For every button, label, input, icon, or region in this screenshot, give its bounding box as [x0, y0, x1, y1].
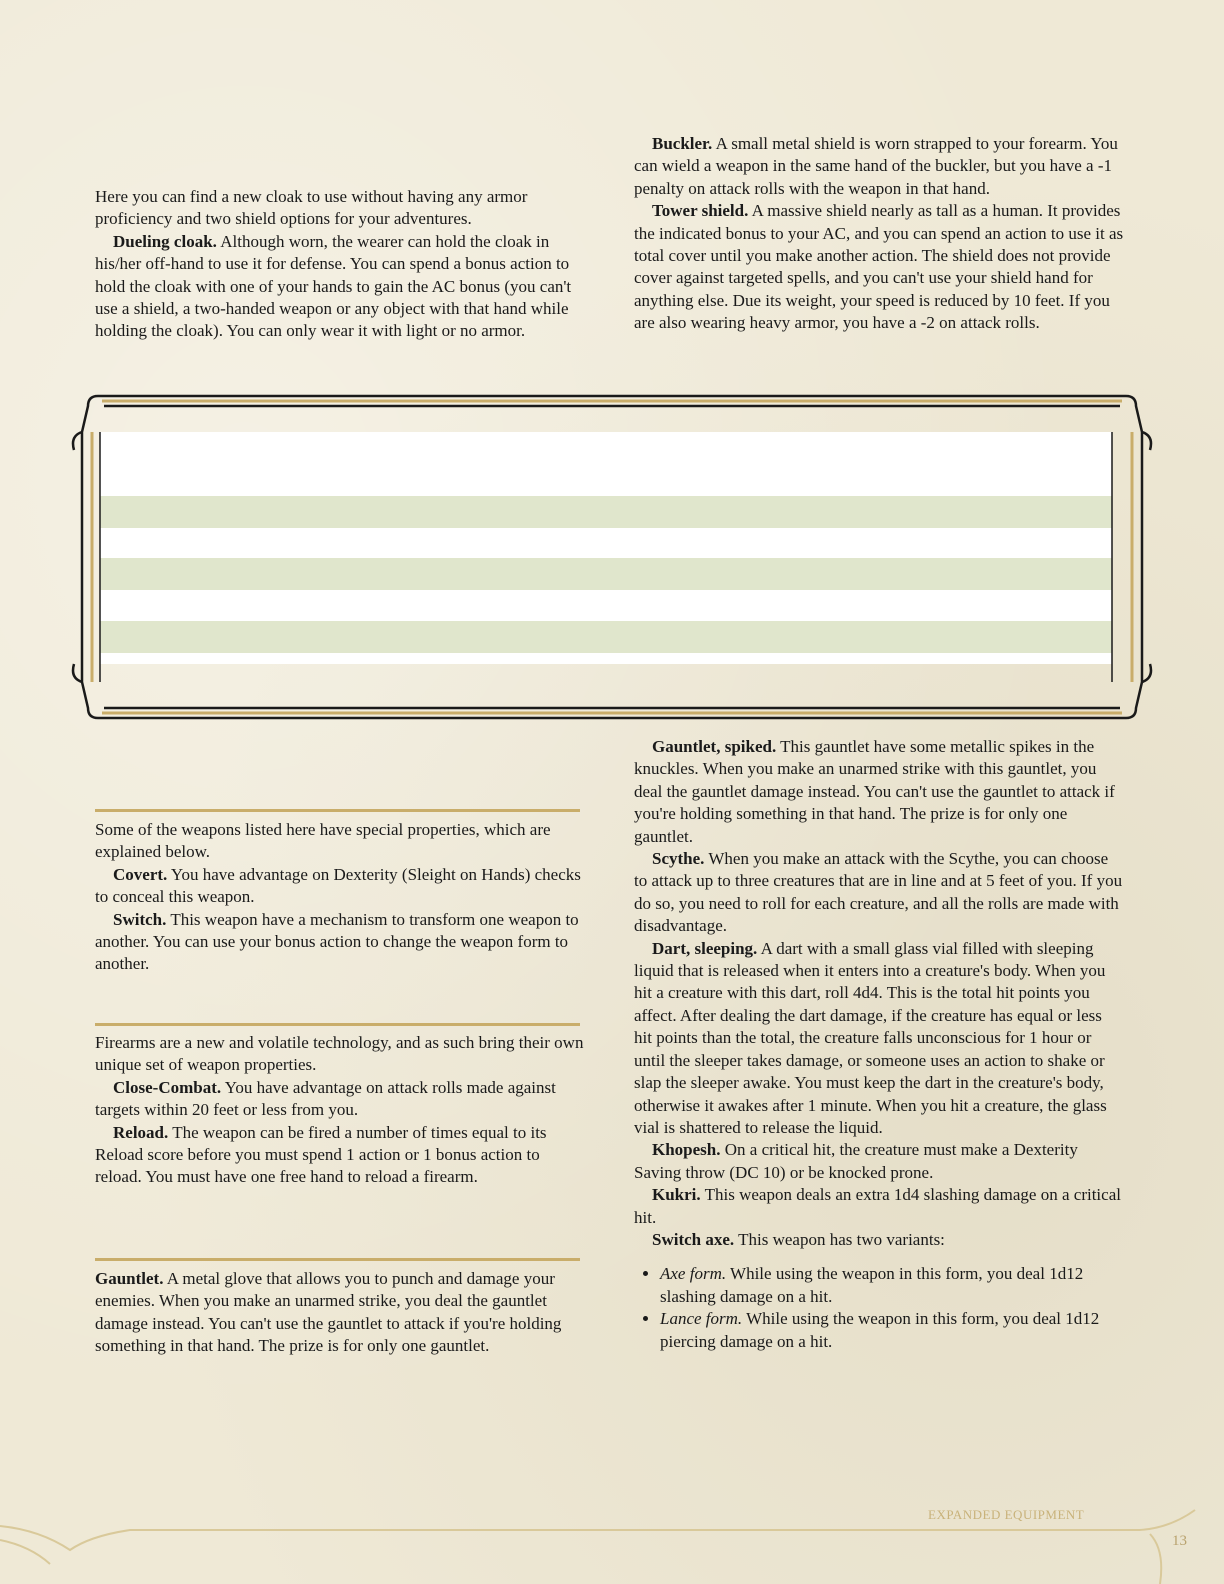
properties-intro: Some of the weapons listed here have special properties, which are explained below. [95, 820, 551, 862]
scythe-title: Scythe. [652, 849, 705, 869]
section-divider [95, 1258, 580, 1261]
cloak-section [95, 186, 585, 343]
tower-shield-title: Tower shield. [652, 201, 749, 221]
cloak-intro: Here you can find a new cloak to use without having any armor proficiency and two shield options for your adventures. [95, 187, 528, 229]
gauntlet-title: Gauntlet. [95, 1269, 164, 1288]
dueling-cloak-text: Although worn, the wearer can hold the cloak in his/her off-hand to use it for defense. You can spend a bonus action to hold the cloak with one of your hands to gain the AC bonus (you can't use a shield, a two-handed weapon or any object with that hand while holding the cloak). You can only wear it with light or no armor. [95, 231, 572, 341]
close-combat-paragraph [95, 1077, 585, 1122]
dueling-cloak-title: Dueling cloak. [113, 231, 217, 251]
gauntlet-paragraph [95, 1268, 585, 1358]
reload-text: The weapon can be fired a number of times equal to its Reload score before you must spend 1 action or 1 bonus action to reload. You must have one free hand to reload a firearm. [95, 1122, 547, 1187]
switch-axe-text: This weapon has two variants: [734, 1229, 945, 1249]
close-combat-title: Close-Combat. [113, 1077, 222, 1097]
firearms-intro: Firearms are a new and volatile technology, and as such bring their own unique set of weapon properties. [95, 1033, 584, 1075]
khopesh-paragraph [634, 1139, 1124, 1184]
shields-section [634, 133, 1124, 335]
footer-section-title: EXPANDED EQUIPMENT [928, 1507, 1085, 1522]
tower-shield-text: A massive shield nearly as tall as a human. It provides the indicated bonus to your AC, and you can spend an action to use it as total cover until you make another action. The shield does not provide cover against targeted spells, and you can't use your shield hand for anything else. Due its weight, your speed is reduced by 10 feet. If you are also wearing heavy armor, you have a -2 on attack rolls. [634, 201, 1124, 333]
tower-shield-paragraph [634, 200, 1124, 334]
list-item [660, 1263, 1124, 1308]
switch-text: This weapon have a mechanism to transform one weapon to another. You can use your bonus action to change the weapon form to another. [95, 909, 579, 974]
switch-paragraph [95, 909, 585, 976]
khopesh-title: Khopesh. [652, 1140, 721, 1160]
scythe-paragraph [634, 848, 1124, 938]
scythe-text: When you make an attack with the Scythe, you can choose to attack up to three creatures that are in line and at 5 feet of you. If you do so, you need to roll for each creature, and all the rolls are made with disadvantage. [634, 849, 1123, 936]
buckler-title: Buckler. [652, 134, 713, 153]
switch-axe-paragraph [634, 1229, 1124, 1251]
gauntlet-section [95, 1268, 585, 1358]
kukri-paragraph [634, 1184, 1124, 1229]
covert-text: You have advantage on Dexterity (Sleight on Hands) checks to conceal this weapon. [95, 864, 581, 907]
table-frame-border [70, 392, 1154, 722]
khopesh-text: On a critical hit, the creature must make a Dexterity Saving throw (DC 10) or be knocked prone. [634, 1140, 1078, 1182]
buckler-paragraph [634, 133, 1124, 200]
lance-form-title: Lance form. [660, 1309, 743, 1329]
spiked-gauntlet-text: This gauntlet have some metallic spikes in the knuckles. When you make an unarmed strike with this gauntlet, you deal the gauntlet damage instead. You can't use the gauntlet to attack if you're holding something in that hand. The prize is for only one gauntlet. [634, 737, 1115, 846]
dueling-cloak-paragraph [95, 231, 585, 343]
switch-title: Switch. [113, 909, 167, 929]
list-item [660, 1308, 1124, 1353]
sleeping-dart-text: A dart with a small glass vial filled with sleeping liquid that is released when it enters into a creature's body. When you hit a creature with this dart, roll 4d4. This is the total hit points you affect. After dealing the dart damage, if the creature has equal or less hit points than the total, the creature falls unconscious for 1 hour or until the sleeper takes damage, or someone uses an action to shake or slap the sleeper awake. You must keep the dart in the creature's body, otherwise it awakes after 1 minute. When you hit a creature, the glass vial is shattered to release the liquid. [634, 938, 1107, 1137]
section-divider [95, 809, 580, 812]
axe-form-title: Axe form. [660, 1264, 727, 1284]
sleeping-dart-paragraph [634, 938, 1124, 1140]
kukri-text: This weapon deals an extra 1d4 slashing damage on a critical hit. [634, 1185, 1121, 1227]
close-combat-text: You have advantage on attack rolls made against targets within 20 feet or less from you. [95, 1077, 556, 1120]
lance-form-text: While using the weapon in this form, you deal 1d12 piercing damage on a hit. [660, 1309, 1100, 1351]
buckler-text: A small metal shield is worn strapped to your forearm. You can wield a weapon in the same hand of the buckler, but you have a -1 penalty on attack rolls with the weapon in that hand. [634, 134, 1118, 198]
reload-paragraph [95, 1122, 585, 1189]
switch-axe-title: Switch axe. [652, 1229, 735, 1249]
axe-form-text: While using the weapon in this form, you deal 1d12 slashing damage on a hit. [660, 1264, 1084, 1306]
spiked-gauntlet-paragraph [634, 736, 1124, 848]
switch-axe-variants-list [634, 1263, 1124, 1353]
covert-paragraph [95, 864, 585, 909]
page-number: 13 [1172, 1533, 1187, 1549]
gauntlet-text: A metal glove that allows you to punch and damage your enemies. When you make an unarmed strike, you deal the gauntlet damage instead. You can't use the gauntlet to attack if you're holding something in that hand. The prize is for only one gauntlet. [95, 1269, 562, 1356]
properties-section [95, 819, 585, 976]
kukri-title: Kukri. [652, 1185, 701, 1205]
covert-title: Covert. [113, 864, 168, 884]
section-divider [95, 1023, 580, 1026]
reload-title: Reload. [113, 1122, 169, 1142]
weapons-section [634, 736, 1124, 1353]
spiked-gauntlet-title: Gauntlet, spiked. [652, 737, 777, 756]
sleeping-dart-title: Dart, sleeping. [652, 938, 758, 958]
firearms-section [95, 1032, 585, 1189]
